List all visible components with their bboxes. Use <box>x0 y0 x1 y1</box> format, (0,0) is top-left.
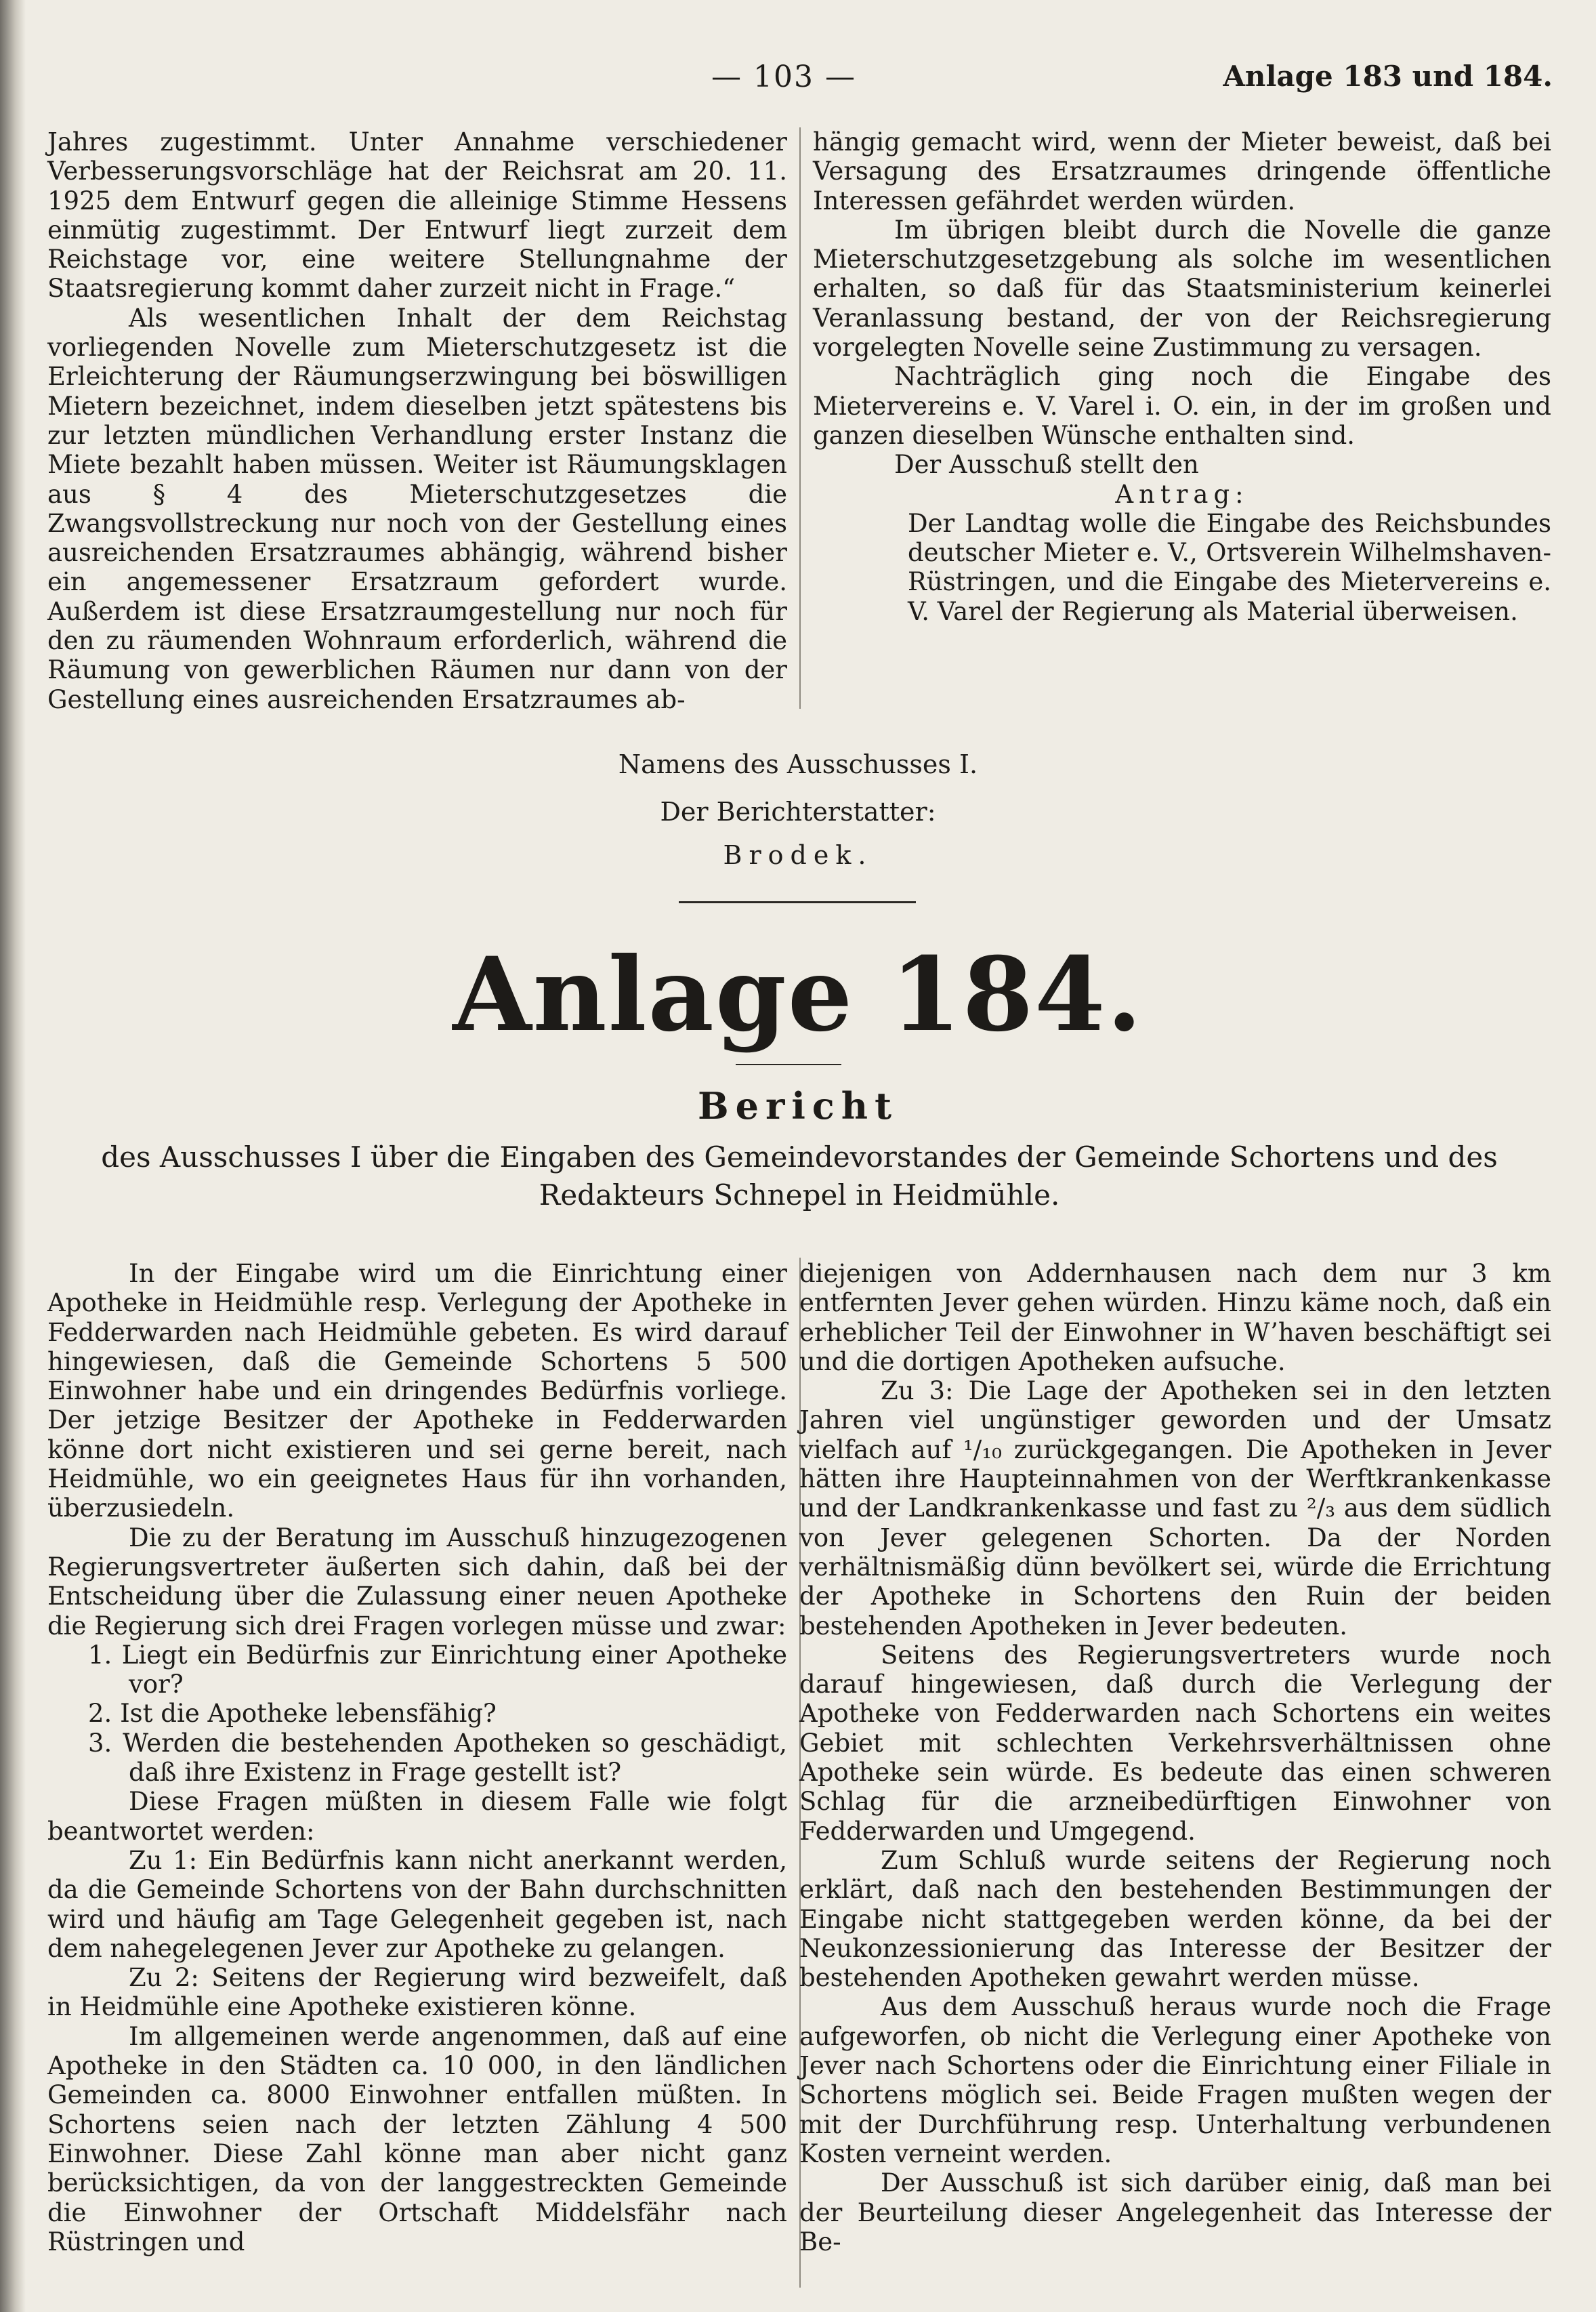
bottom-right-column <box>799 1259 1551 2256</box>
paragraph: Im allgemeinen werde angenommen, daß auf eine Apotheke in den Städten ca. 10 000, in den ländlichen Gemeinden ca. 8000 Einwohner entfallen müßten. In Schortens seien nach der letzten Zählung 4 500 Einwohner. Diese Zahl könne man aber nicht ganz berücksichtigen, da von der langgestreckten Gemeinde die Einwohner der Ortschaft Middelsfähr nach Rüstringen und <box>47 2021 787 2256</box>
running-title: Anlage 183 und 184. <box>1223 60 1553 93</box>
paragraph: Die zu der Beratung im Ausschuß hinzugezogenen Regierungsvertreter äußerten sich dahin, daß bei der Entscheidung über die Zulassung einer neuen Apotheke die Regierung sich drei Fragen vorlegen müsse und zwar: <box>47 1523 787 1640</box>
paragraph: hängig gemacht wird, wenn der Mieter beweist, daß bei Versagung des Ersatzraumes dringende öffentliche Interessen gefährdet werden würden. <box>813 127 1551 215</box>
bericht-heading: Bericht <box>697 1084 899 1128</box>
signature-committee: Namens des Ausschusses I. <box>618 749 978 779</box>
paragraph: Seitens des Regierungsvertreters wurde noch darauf hingewiesen, daß durch die Verlegung der Apotheke von Fedderwarden nach Schortens ein weites Gebiet mit schlechten Verkehrsverhältnissen ohne Apotheke sein würde. Es bedeute das einen schweren Schlag für die arzneibedürftigen Einwohner von Fedderwarden und Umgegend. <box>799 1640 1551 1846</box>
paragraph: Zu 2: Seitens der Regierung wird bezweifelt, daß in Heidmühle eine Apotheke existieren könne. <box>47 1963 787 2022</box>
title-underline <box>736 1064 841 1065</box>
column-divider-top <box>799 127 801 709</box>
page-number: — 103 — <box>711 60 856 94</box>
top-right-column <box>813 127 1551 626</box>
section-divider <box>679 901 916 903</box>
paragraph: diejenigen von Addernhausen nach dem nur 3 km entfernten Jever gehen würden. Hinzu käme noch, daß ein erheblicher Teil der Einwohner in W’haven beschäftigt sei und die dortigen Apotheken aufsuche. <box>799 1259 1551 1376</box>
paragraph: Als wesentlichen Inhalt der dem Reichstag vorliegenden Novelle zum Mieterschutzgesetz ist die Erleichterung der Räumungserzwingung bei böswilligen Mietern bezeichnet, indem dieselben jetzt spätestens bis zur letzten mündlichen Verhandlung erster Instanz die Miete bezahlt haben müssen. Weiter ist Räumungsklagen aus § 4 des Mieterschutzgesetzes die Zwangsvollstreckung nur noch von der Gestellung eines ausreichenden Ersatzraumes abhängig, während bisher ein angemessener Ersatzraum gefordert wurde. Außerdem ist diese Ersatzraumgestellung nur noch für den zu räumenden Wohnraum erforderlich, während die Räumung von gewerblichen Räumen nur dann von der Gestellung eines ausreichenden Ersatzraumes ab- <box>47 303 787 714</box>
signature-role: Der Berichterstatter: <box>660 797 936 827</box>
bottom-left-column <box>47 1259 787 2256</box>
paragraph: Im übrigen bleibt durch die Novelle die ganze Mieterschutzgesetzgebung als solche im wesentlichen erhalten, so daß für das Staatsministerium keinerlei Veranlassung bestand, der von der Reichsregierung vorgelegten Novelle seine Zustimmung zu versagen. <box>813 215 1551 363</box>
paragraph: Aus dem Ausschuß heraus wurde noch die Frage aufgeworfen, ob nicht die Verlegung einer Apotheke von Jever nach Schortens oder die Einrichtung einer Filiale in Schortens möglich sei. Beide Fragen mußten wegen der mit der Durchführung resp. Unterhaltung verbundenen Kosten verneint werden. <box>799 1992 1551 2168</box>
paragraph: Nachträglich ging noch die Eingabe des Mietervereins e. V. Varel i. O. ein, in der im großen und ganzen dieselben Wünsche enthalten sind. <box>813 362 1551 450</box>
anlage-title: Anlage 184. <box>453 935 1143 1054</box>
list-item: 3. Werden die bestehenden Apotheken so geschädigt, daß ihre Existenz in Frage gestellt ist? <box>88 1728 787 1788</box>
signature-name: Brodek. <box>723 840 873 870</box>
paragraph: Zu 3: Die Lage der Apotheken sei in den letzten Jahren viel ungünstiger geworden und der Umsatz vielfach auf ¹/₁₀ zurückgegangen. Die Apotheken in Jever hätten ihre Haupteinnahmen von der Werftkrankenkasse und der Landkrankenkasse und fast zu ²/₃ aus dem südlich von Jever gelegenen Schorten. Da der Norden verhältnismäßig dünn bevölkert sei, würde die Errichtung der Apotheke in Schortens den Ruin der beiden bestehenden Apotheken in Jever bedeuten. <box>799 1376 1551 1640</box>
list-item: 1. Liegt ein Bedürfnis zur Einrichtung einer Apotheke vor? <box>88 1640 787 1699</box>
running-head <box>0 60 1596 100</box>
paragraph: In der Eingabe wird um die Einrichtung einer Apotheke in Heidmühle resp. Verlegung der Apotheke in Fedderwarden nach Heidmühle gebeten. Es wird darauf hingewiesen, daß die Gemeinde Schortens 5 500 Einwohner habe und ein dringendes Bedürfnis vorliege. Der jetzige Besitzer der Apotheke in Fedderwarden könne dort nicht existieren und sei gerne bereit, nach Heidmühle, wo ein geeignetes Haus für ihn vorhanden, überzusiedeln. <box>47 1259 787 1523</box>
paragraph: Zum Schluß wurde seitens der Regierung noch erklärt, daß nach den bestehenden Bestimmungen der Eingabe nicht stattgegeben werden könne, da bei der Neukonzessionierung das Interesse der Besitzer der bestehenden Apotheken gewahrt werden müsse. <box>799 1845 1551 1993</box>
paragraph: Diese Fragen müßten in diesem Falle wie folgt beantwortet werden: <box>47 1787 787 1846</box>
report-subtitle: des Ausschusses I über die Eingaben des Gemeindevorstandes der Gemeinde Schortens und des Redakteurs Schnepel in Heidmühle. <box>101 1140 1498 1212</box>
antrag-text: Der Landtag wolle die Eingabe des Reichsbundes deutscher Mieter e. V., Ortsverein Wilhelmshaven-Rüstringen, und die Eingabe des Mietervereins e. V. Varel der Regierung als Material überweisen. <box>908 508 1551 626</box>
paragraph: Der Ausschuß stellt den <box>894 450 1199 480</box>
top-left-column <box>47 127 787 714</box>
binding-shadow <box>0 0 26 2312</box>
antrag-heading: Antrag: <box>1115 479 1249 509</box>
paragraph: Jahres zugestimmt. Unter Annahme verschiedener Verbesserungsvorschläge hat der Reichsrat am 20. 11. 1925 dem Entwurf gegen die alleinige Stimme Hessens einmütig zugestimmt. Der Entwurf liegt zurzeit dem Reichstage vor, eine weitere Stellungnahme der Staatsregierung kommt daher zurzeit nicht in Frage.“ <box>47 127 787 304</box>
paragraph: Zu 1: Ein Bedürfnis kann nicht anerkannt werden, da die Gemeinde Schortens von der Bahn durchschnitten wird und häufig am Tage Gelegenheit gegeben ist, nach dem nahegelegenen Jever zur Apotheke zu gelangen. <box>47 1845 787 1963</box>
list-item: 2. Ist die Apotheke lebensfähig? <box>88 1699 497 1729</box>
paragraph: Der Ausschuß ist sich darüber einig, daß man bei der Beurteilung dieser Angelegenheit das Interesse der Be- <box>799 2168 1551 2256</box>
